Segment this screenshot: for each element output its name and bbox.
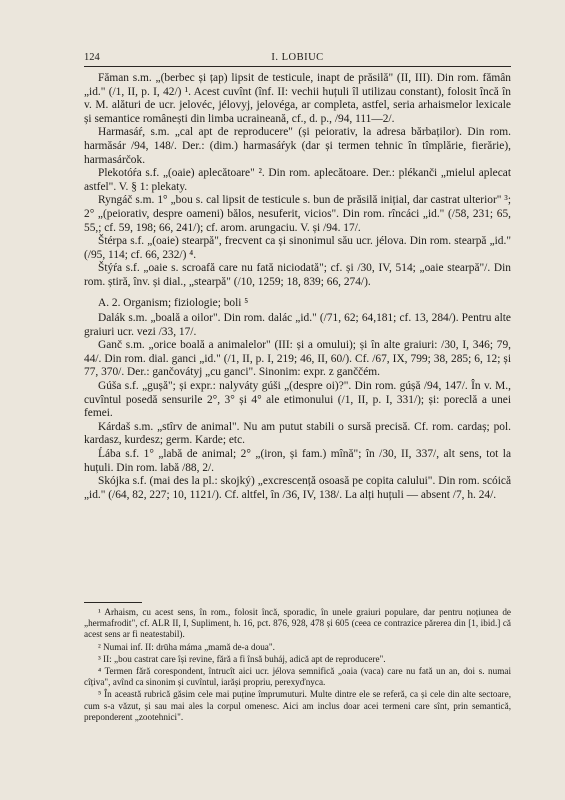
page-number: 124 (84, 52, 100, 63)
header-rule (84, 66, 511, 67)
footnote-5: ⁵ În această rubrică găsim cele mai puține împrumuturi. Multe dintre ele se referă, ca și cele din alte sectoare, cum s-a văzut, și sau mai ales la corpul omenesc. Aici am inclus doar acei termeni care sînt, prin semantică, preponderent „zootehnici". (84, 689, 511, 722)
footnotes (84, 607, 511, 724)
footnote-separator (84, 602, 142, 603)
footnote-1: ¹ Arhaism, cu acest sens, în rom., folosit încă, sporadic, în unele graiuri populare, dar pentru noțiunea de „hermafrodit", cf. ALR II, I, Supliment, h. 16, pct. 876, 928, 478 și 605 (ceea ce contrazice părerea din [1, ibid.] că acest sens ar fi neatestabil). (84, 607, 511, 640)
entry-gusa: Gúša s.f. „gușă"; și expr.: nalyváty gúši „(despre oi)?". Din rom. gúșă /94, 147/. În v. M., cuvîntul posedă sensurile 2°, 3° și 4° ale etimonului (/1, II, p. I, 331/); și: poreclă a unei femei. (84, 380, 511, 420)
entry-laba: Ĺába s.f. 1° „labă de animal; 2° „(iron, și fam.) mînă"; în /30, II, 337/, alt sens, tot la huțuli. Din rom. labă /88, 2/. (84, 448, 511, 474)
footnote-3: ³ II: „bou castrat care își revine, fără a fi însă buháj, adică apt de reproducere". (98, 653, 386, 664)
entry-styra: Štýŕa s.f. „oaie s. scroafă care nu fată niciodată"; cf. și /30, IV, 514; „oaie stearpă"/. Din rom. știră, înv. și dial., „stearpă" (/10, 1259; 18, 839; 66, 274/). (84, 262, 511, 288)
entry-kardas: Kárdaš s.m. „stîrv de animal". Nu am putut stabili o sursă precisă. Cf. rom. cardaș; pol. kardasz, kurdesz; germ. Karde; etc. (84, 420, 511, 447)
footnote-4: ⁴ Termen fără corespondent, întrucît aici ucr. jélova semnifică „oaia (vaca) care nu fată un an, doi s. numai cîțiva", avînd ca sinonim și cuvîntul, iarăși propriu, perexyďnyca. (84, 666, 511, 688)
entry-faman: Făman s.m. „(berbec și țap) lipsit de testicule, inapt de prăsilă" (II, III). Din rom. fămân „id." (/1, II, p. I, 42/) ¹. Acest cuvînt (înf. II: vechii huțuli îl utilizau constant), folosit încă în v. M. alături de ucr. jelovéc, jélovyj, jelovéga, ar completa, astfel, seria arhaismelor lexicale și semantice românești din limba ucraineană, cf., d. p., /94, 111—2/. (84, 72, 511, 125)
entry-ryngac: Ryngáč s.m. 1° „bou s. cal lipsit de testicule s. bun de prăsilă inițial, dar castrat ulterior" ³; 2° „(peiorativ, despre oameni) bălos, nesuferit, vicios". Din rom. rîncáci „id." (/58, 231; 65, 55,; cf. 59, 198; 66, 241/); cf. arom. arungaciu. V. și /94. 17/. (84, 194, 511, 234)
footnote-2: ² Numai inf. II: drūha máma „mamă de-a doua". (98, 641, 275, 652)
entry-sterpa: Štérpa s.f. „(oaie) stearpă", frecvent ca și sinonimul său ucr. jélova. Din rom. stearpă „id." (/95, 114; cf. 66, 232/) ⁴. (84, 235, 511, 261)
entry-plekotora: Plekotóŕa s.f. „(oaie) aplecătoare" ². Din rom. aplecătoare. Der.: plékanči „mielul aplecat astfel". V. § 1: plekaty. (84, 167, 511, 193)
entry-ganc: Ganč s.m. „orice boală a animalelor" (III: și a omului); și în alte graiuri: /30, I, 346; 79, 44/. Din rom. dial. ganci „id." (/1, II, p. I, 219; 46, II, 60/). Cf. /67, IX, 799; 38, 285; 6, 12; și 77, 370/. Der.: gančovátyj „cu ganci". Sinonim: expr. z ganččém. (84, 339, 511, 379)
running-title: I. LOBIUC (271, 52, 324, 63)
entry-skojka: Skójka s.f. (mai des la pl.: skojký) „excrescență osoasă pe copita calului". Din rom. scóică „id." (/64, 82, 227; 10, 1121/). Cf. altfel, în /36, IV, 138/. La alți huțuli — absent /7, h. 24/. (84, 475, 511, 501)
main-text (84, 72, 511, 502)
entry-harmasar: Harmasáŕ, s.m. „cal apt de reproducere" (și peiorativ, la adresa bărbaților). Din rom. harmăsár /94, 148/. Der.: (dim.) harmasáŕyk (dar și termen tehnic în tîmplărie, fierărie), harmasárčok. (84, 126, 511, 166)
section-heading: A. 2. Organism; fiziologie; boli ⁵ (98, 296, 249, 309)
entry-dalak: Dalák s.m. „boală a oilor". Din rom. dalác „id." (/71, 62; 64,181; cf. 13, 284/). Pentru alte graiuri ucr. vezi /33, 17/. (84, 312, 511, 338)
